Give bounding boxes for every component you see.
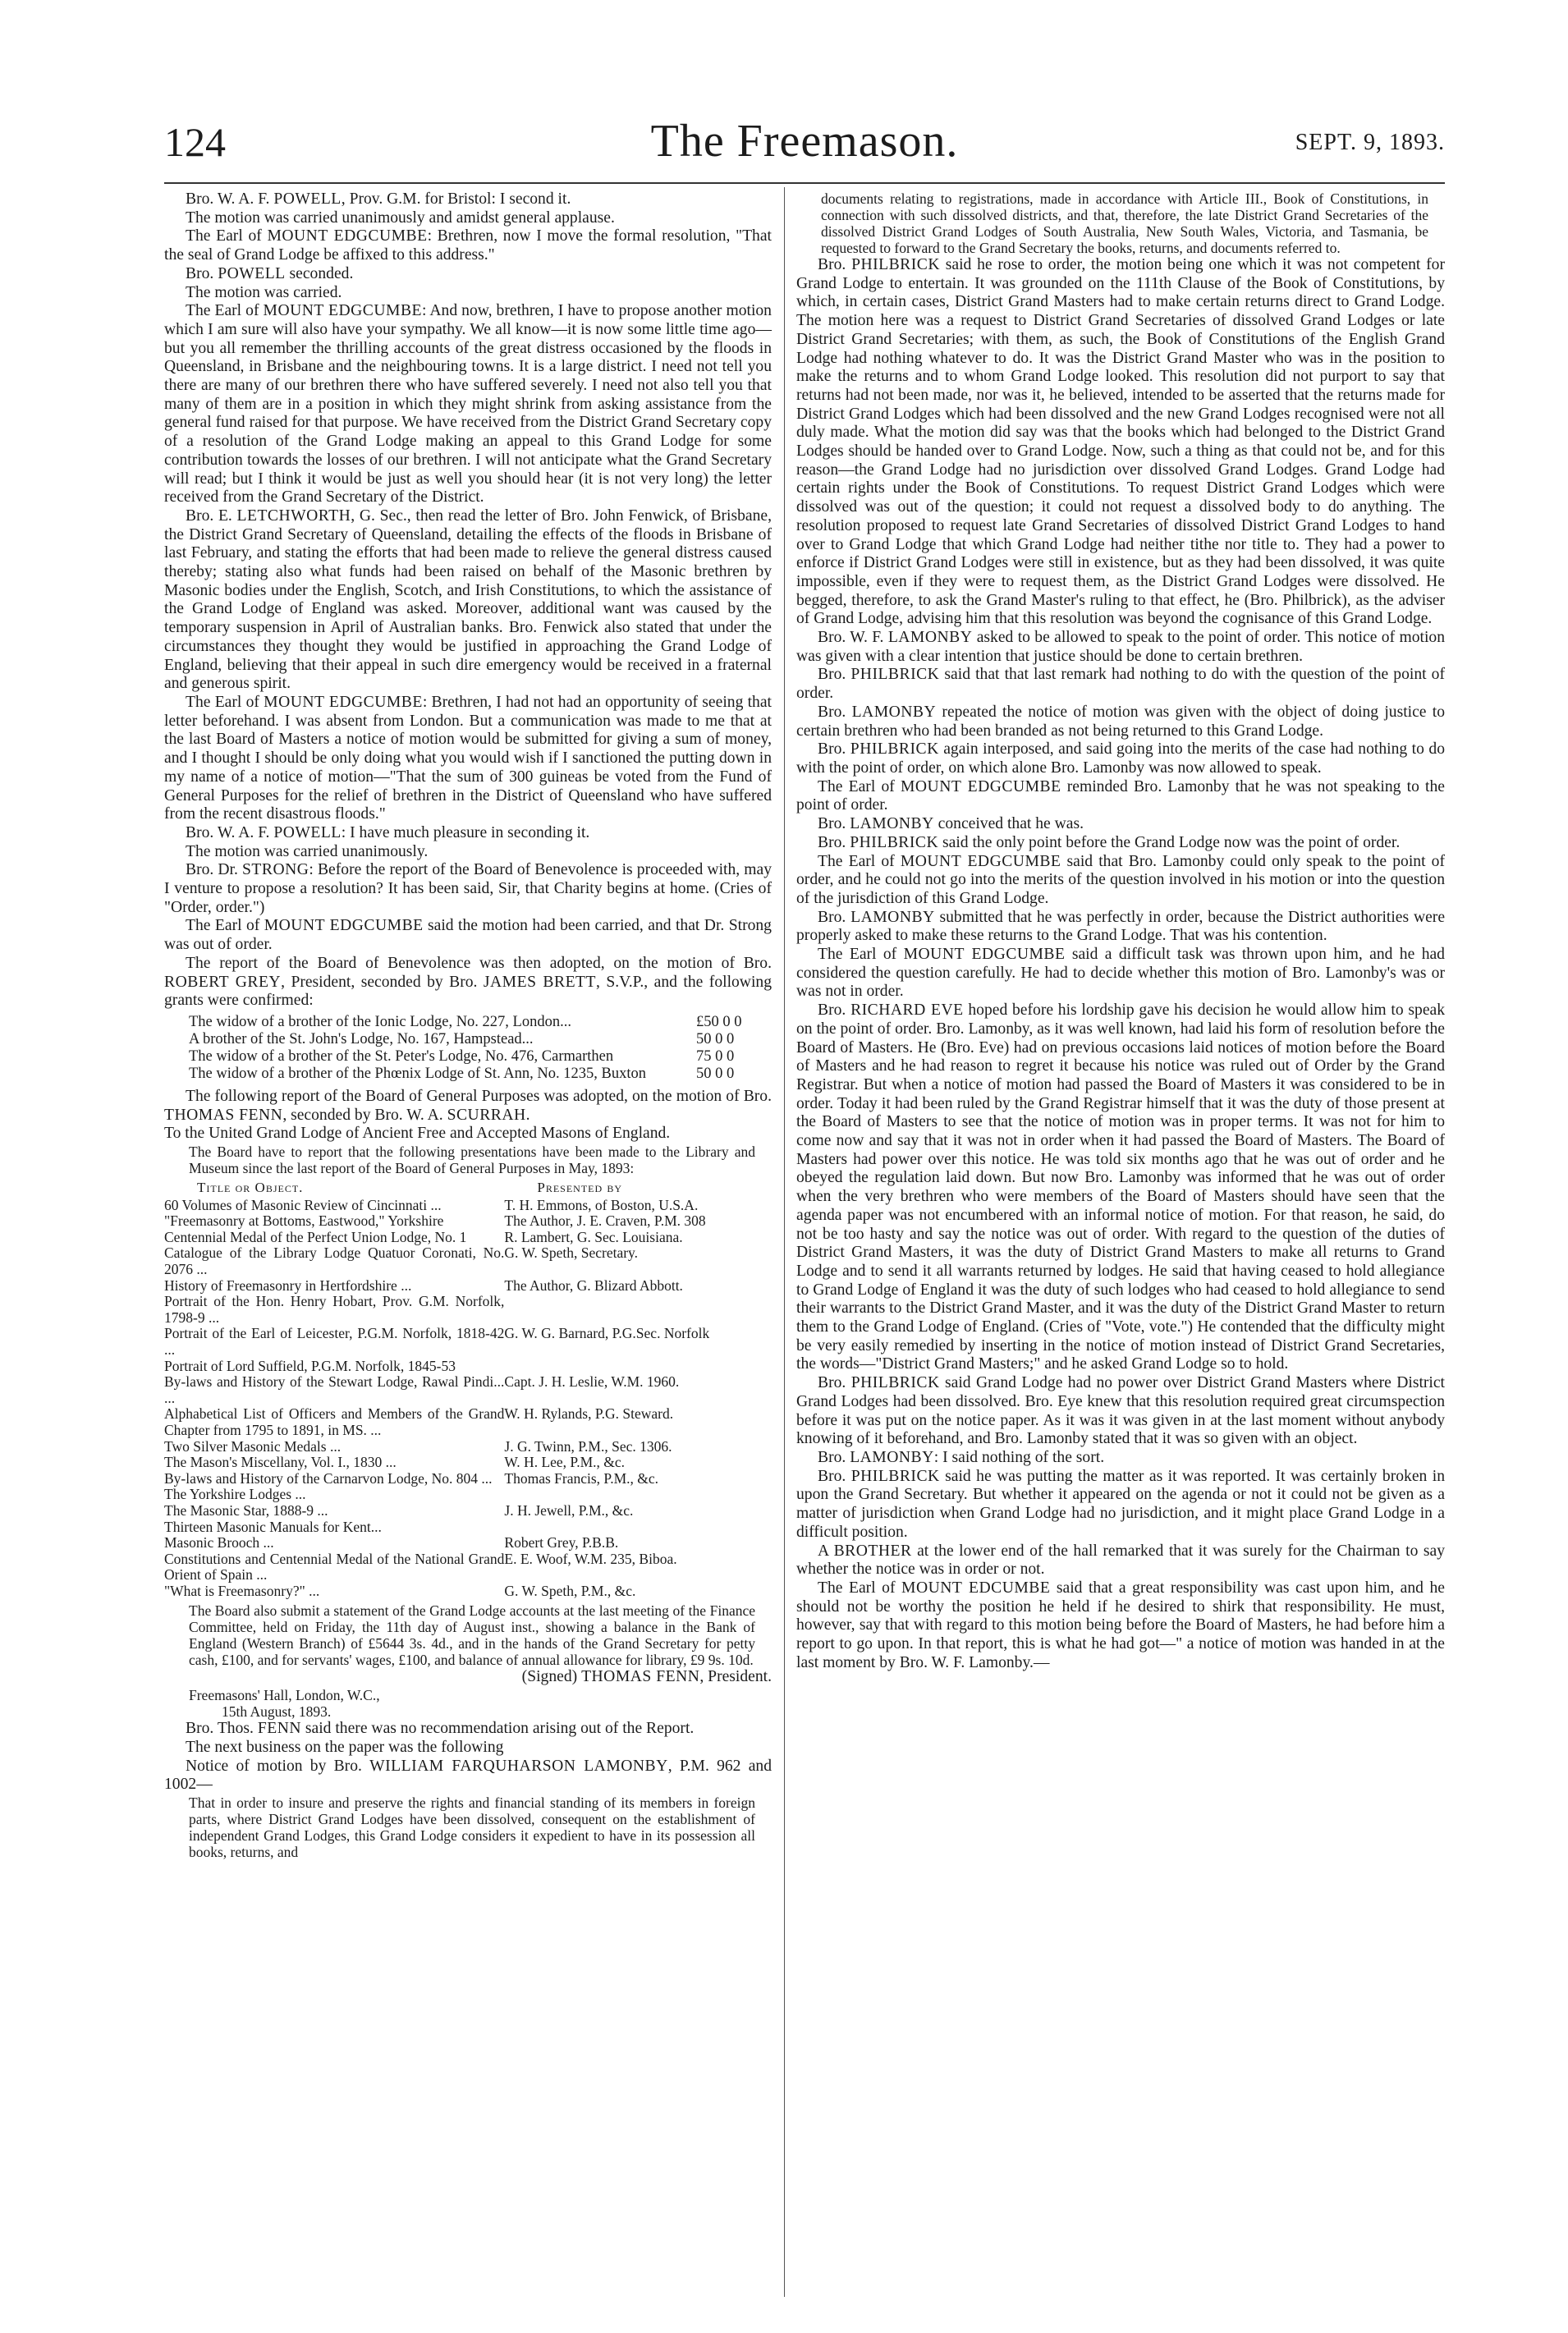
paragraph: Bro. PHILBRICK said Grand Lodge had no power over District Grand Masters where District Grand Lodges had been dissolved. Bro. Eye knew that this resolution required great circumspection before it was put on the notice paper. As it was it was given in at the last moment without anybody knowing of it beforehand, and Bro. Lamonby stated that it was so given with an object. [796,1374,1446,1448]
paragraph: The report of the Board of Benevolence was then adopted, on the motion of Bro. ROBERT GREY, President, seconded by Bro. JAMES BRETT, S.V.P., and the following grants were confirmed: [164,954,772,1010]
paragraph: Bro. PHILBRICK said he rose to order, the motion being one which it was not competent for Grand Lodge to entertain. It was grounded on the 111th Clause of the Book of Constitutions, by which, in certain cases, District Grand Masters had to make certain returns direct to Grand Lodge. The motion here was a request to District Grand Secretaries of dissolved Grand Lodges or late District Grand Secretaries; with them, as such, the Book of Constitutions of the English Grand Lodge had nothing whatever to do. It was the District Grand Master who was in the position to make the returns and to whom Grand Lodge looked. This resolution did not purport to say that returns had not been made, nor was it, he believed, intended to be asserted that the returns made for District Grand Lodges which had been dissolved and the new Grand Lodges recognised were not all duly made. What the motion did say was that the books which had belonged to the District Grand Lodges should be handed over to Grand Lodge. Now, such a thing as that could not be, and for this reason—the Grand Lodge had no jurisdiction over dissolved Grand Lodges. Grand Lodge had certain rights under the Book of Constitutions. To request District Grand Lodges which were dissolved was out of the question; it could not request a dissolved body to do anything. The resolution proposed to request late Grand Secretaries of dissolved District Grand Lodges to hand over to Grand Lodge that which Grand Lodge had neither tithe nor title to. They had a power to enforce if District Grand Lodges were still in existence, but as they had been dissolved, it was quite impossible, even if they were to request them, as the District Grand Lodges were dissolved. He begged, therefore, to ask the Grand Master's ruling to that effect, he (Bro. Philbrick), as the adviser of Grand Lodge, advising him that this resolution was beyond the cognisance of this Grand Lodge. [796,256,1445,628]
table-row: Masonic Brooch ... Robert Grey, P.B.B. [164,1534,619,1552]
table-row: Portrait of Lord Suffield, P.G.M. Norfolk, 1845-53 [164,1357,456,1374]
paragraph: The motion was carried. [186,283,342,301]
paragraph: Bro. POWELL seconded. [186,264,354,282]
paragraph: The Earl of MOUNT EDGCUMBE: Brethren, I had not had an opportunity of seeing that letter beforehand. I was absent from London. But a communication was made to me that at the last Board of Masters a notice of motion would be submitted for giving a sum of money, and I thought I should be only doing what you would wish if I sanctioned the putting down in my name of a notice of motion—"That the sum of 300 guineas be voted from the Fund of General Purposes for the relief of brethren in the District of Queensland who have suffered from the recent disastrous floods." [164,693,772,823]
table-row: The Mason's Miscellany, Vol. I., 1830 ... W. H. Lee, P.M., &c. [164,1454,626,1471]
table-row: The widow of a brother of the Ionic Lodge, No. 227, London... £50 0 0 [189,1013,742,1030]
table-row: Portrait of the Hon. Henry Hobart, Prov. G.M. Norfolk, 1798-9 ... [164,1293,505,1326]
paragraph: The Earl of MOUNT EDGCUMBE reminded Bro. Lamonby that he was not speaking to the point of order. [796,777,1445,814]
paragraph: Bro. PHILBRICK said he was putting the matter as it was reported. It was certainly broken in upon the Grand Secretary. But whether it appeared on the agenda or not it could not be given as a matter of jurisdiction when Grand Lodge had no jurisdiction, and it might place Grand Lodge in a difficult position. [796,1467,1446,1541]
table-row: "Freemasonry at Bottoms, Eastwood," Yorkshire The Author, J. E. Craven, P.M. 308 [164,1212,706,1230]
paragraph: Bro. LAMONBY: I said nothing of the sort. [818,1449,1105,1466]
paragraph: The following report of the Board of General Purposes was adopted, on the motion of Bro. THOMAS FENN, seconded by Bro. W. A. SCURRAH. [164,1087,772,1124]
table-row: Two Silver Masonic Medals ... J. G. Twinn, P.M., Sec. 1306. [164,1437,672,1455]
right-column [796,190,1445,1672]
address-line: To the United Grand Lodge of Ancient Free and Accepted Masons of England. [164,1125,671,1143]
table-row: Thirteen Masonic Manuals for Kent... [164,1518,382,1535]
paragraph: The Earl of MOUNT EDGCUMBE said the motion had been carried, and that Dr. Strong was out of order. [164,917,772,954]
grants-table [164,1014,772,1083]
paragraph: Bro. RICHARD EVE hoped before his lordship gave his decision he would allow him to speak on the point of order. Bro. Lamonby, as it was well known, had laid his form of resolution before the Board of Masters. He (Bro. Eve) had on previous occasions laid notices of motion before the Board of Masters and he had reason to regret it because his notice was ruled out of Order by the Grand Registrar. But when a notice of motion had passed the Board of Masters it was considered to be in order. Today it had been ruled by the Grand Registrar himself that it was the duty of those present at the Board of Masters to see that the notice of motion was in proper terms. It was not for him to come now and say that it was not in order when it had passed the Board of Masters. The Board of Masters had power over this notice. He was told six months ago that he was out of order and he obeyed the regulation laid down. But now Bro. Lamonby was informed that he was out of order when the very brethren who were members of the Board of Masters should have seen that the agenda paper was not encumbered with an informal notice of motion. For that reason, he said, do not be too hasty and say the notice was out of order. With regard to the question of the duties of District Grand Masters, it was the duty of District Grand Masters to make all returns to Grand Lodge and to send it all warrants returned by lodges. He said that having ceased to hold allegiance to Grand Lodge of England it was the duty of such lodges who had ceased to hold allegiance to send their warrants to the District Grand Master, and it was the duty of the District Grand Master to return them to the Grand Lodge of England. (Cries of "Vote, vote.") He contended that the difficulty might be very easily remedied by inserting in the notice of motion instead of District Grand Secretaries, the words—"District Grand Masters;" and he asked Grand Lodge so to hold. [796,1001,1446,1373]
masthead [164,115,1445,179]
table-row: Constitutions and Centennial Medal of the National Grand Orient of Spain ... E. E. Woof, W.M. 235, Biboa. [164,1550,677,1584]
paragraph: Bro. E. LETCHWORTH, G. Sec., then read the letter of Bro. John Fenwick, of Brisbane, the District Grand Secretary of Queensland, detailing the effects of the floods in Brisbane of last February, and stating the efforts that had been made to relieve the general distress caused thereby; stating also what funds had been raised on behalf of the Masonic brethren by Masonic bodies under the English, Scotch, and Irish Constitutions, to which the assistance of the Grand Lodge of England was asked. Moreover, additional want was caused by the temporary suspension in April of Australian banks. Bro. Fenwick also stated that under the circumstances they thought they would be justified in approaching the Grand Lodge of England, believing that their appeal in such dire emergency would be received in a fraternal and generous spirit. [164,506,772,693]
place-date: 15th August, 1893. [222,1703,332,1721]
accounts-statement: The Board also submit a statement of the Grand Lodge accounts at the last meeting of the Finance Committee, held on Friday, the 11th day of August inst., showing a balance in the Bank of England (Western Branch) of £5644 3s. 4d., and in the hands of the Grand Secretary for petty cash, £100, and for servants' wages, £100, and balance of annual allowance for library, £9 9s. 10d. [189,1602,755,1669]
table-row: "What is Freemasonry?" ... G. W. Speth, P.M., &c. [164,1582,636,1599]
table-row: 60 Volumes of Masonic Review of Cincinnati ... T. H. Emmons, of Boston, U.S.A. [164,1196,699,1213]
table-row: By-laws and History of the Carnarvon Lodge, No. 804 ... Thomas Francis, P.M., &c. [164,1469,659,1487]
table-row: Centennial Medal of the Perfect Union Lodge, No. 1 R. Lambert, G. Sec. Louisiana. [164,1228,683,1245]
paragraph: Bro. W. A. F. POWELL: I have much pleasure in seconding it. [186,823,590,841]
board-report: The Board have to report that the following presentations have been made to the Library and Museum since the last report of the Board of General Purposes in May, 1893: [189,1144,755,1177]
paragraph: The Earl of MOUNT EDCUMBE said that a great responsibility was cast upon him, and he should not be worthy the position he held if he desired to shirk that responsibility. He must, however, say that with regard to this motion being before the Board of Masters, he had before him a report to go upon. In that report, this is what he had got—" a notice of motion was handed in at the last moment by Bro. W. F. Lamonby.— [796,1579,1445,1671]
paragraph: Notice of motion by Bro. WILLIAM FARQUHARSON LAMONBY, P.M. 962 and 1002— [164,1757,773,1794]
motion-text-continued: documents relating to registrations, made in accordance with Article III., Book of Constitutions, in connection with such dissolved districts, and that, therefore, the late District Grand Secretaries of the dissolved District Grand Lodges of South Australia, New South Wales, Victoria, and Tasmania, be requested to forward to the Grand Secretary the books, returns, and documents referred to. [821,190,1428,256]
paragraph: A BROTHER at the lower end of the hall remarked that it was surely for the Chairman to say whether the notice was in order or not. [796,1542,1445,1579]
page-number: 124 [164,119,226,165]
paragraph: The Earl of MOUNT EDGCUMBE: And now, brethren, I have to propose another motion which I am sure will also have your sympathy. We all know—it is now some little time ago—but you all remember the thrilling accounts of the great distress occasioned by the floods in Queensland, in Brisbane and the neighbouring towns. It is a large district. I need not tell you there are many of our brethren there who have suffered severely. I need not also tell you that many of them are in a position in which they might shrink from asking assistance from the general fund raised for that purpose. We have received from the District Grand Secretary copy of a resolution of the Grand Lodge making an appeal to this Grand Lodge for some contribution towards the losses of our brethren. I will not anticipate what the Grand Secretary will read; but I think it would be just as well you should hear (it is not very long) the letter received from the Grand Secretary of the District. [164,302,772,506]
left-column [164,190,772,1860]
paragraph: Bro. PHILBRICK said that that last remark had nothing to do with the question of the point of order. [796,666,1445,703]
paragraph: The next business on the paper was the following [186,1738,504,1756]
table-row: A brother of the St. John's Lodge, No. 167, Hampstead... 50 0 0 [189,1030,735,1047]
table-header: Title or Object. Presented by [197,1180,623,1196]
table-row: The Yorkshire Lodges ... [164,1486,306,1503]
paragraph: Bro. LAMONBY repeated the notice of motion was given with the object of doing justice to certain brethren who had been branded as not being returned to this Grand Lodge. [796,703,1446,740]
newspaper-title: The Freemason. [650,116,959,167]
table-row: By-laws and History of the Stewart Lodge, Rawal Pindi... ... Capt. J. H. Leslie, W.M. 1960. [164,1373,680,1406]
paragraph: The Earl of MOUNT EDGCUMBE: Brethren, now I move the formal resolution, "That the seal of Grand Lodge be affixed to this address." [164,227,772,264]
paragraph: Bro. W. F. LAMONBY asked to be allowed to speak to the point of order. This notice of motion was given with a clear intention that justice should be done to certain brethren. [796,629,1445,665]
paragraph: The Earl of MOUNT EDGCUMBE said a difficult task was thrown upon him, and he had considered the question carefully. He had to decide whether this motion of Bro. Lamonby's was or was not in order. [796,946,1445,1001]
paragraph: Bro. PHILBRICK said the only point before the Grand Lodge now was the point of order. [818,833,1401,851]
table-row: Alphabetical List of Officers and Members of the Grand Chapter from 1795 to 1891, in MS. ... W. H. Rylands, P.G. Steward. [164,1405,674,1438]
paragraph: Bro. W. A. F. POWELL, Prov. G.M. for Bristol: I second it. [186,190,571,208]
paragraph: The motion was carried unanimously and amidst general applause. [186,209,615,227]
header-rule [164,182,1445,184]
paragraph: Bro. LAMONBY submitted that he was perfectly in order, because the District authorities were properly asked to make these returns to the Grand Lodge. That was his contention. [796,908,1446,945]
paragraph: Bro. Thos. FENN said there was no recommendation arising out of the Report. [186,1720,695,1738]
issue-date: SEPT. 9, 1893. [1295,130,1445,155]
table-row: Catalogue of the Library Lodge Quatuor Coronati, No. 2076 ... G. W. Speth, Secretary. [164,1244,639,1278]
paragraph: The motion was carried unanimously. [186,842,429,860]
signature-line: (Signed) THOMAS FENN, President. [521,1668,772,1686]
table-row: Portrait of the Earl of Leicester, P.G.M. Norfolk, 1818-42 ... G. W. G. Barnard, P.G.Sec. Norfolk [164,1325,710,1358]
table-row: The widow of a brother of the Phœnix Lodge of St. Ann, No. 1235, Buxton 50 0 0 [189,1065,735,1082]
table-row: History of Freemasonry in Hertfordshire ... The Author, G. Blizard Abbott. [164,1277,683,1294]
place-line: Freemasons' Hall, London, W.C., [189,1687,380,1704]
paragraph: The Earl of MOUNT EDGCUMBE said that Bro. Lamonby could only speak to the point of order, and he could not go into the merits of the question involved in his motion or into the question of the jurisdiction of this Grand Lodge. [796,852,1445,907]
column-rule [784,187,785,2297]
presentations-table [164,1180,772,1599]
paragraph: Bro. LAMONBY conceived that he was. [818,815,1084,833]
table-row: The Masonic Star, 1888-9 ... J. H. Jewell, P.M., &c. [164,1501,634,1519]
paragraph: Bro. PHILBRICK again interposed, and said going into the merits of the case had nothing to do with the point of order, on which alone Bro. Lamonby was now allowed to speak. [796,740,1446,777]
paragraph: Bro. Dr. STRONG: Before the report of the Board of Benevolence is proceeded with, may I venture to propose a resolution? It has been said, Sir, that Charity begins at home. (Cries of "Order, order.") [164,861,772,916]
motion-text: That in order to insure and preserve the rights and financial standing of its members in foreign parts, where District Grand Lodges have been dissolved, consequent on the establishment of independent Grand Lodges, this Grand Lodge considers it expedient to have in its possession all books, returns, and [189,1794,755,1860]
table-row: The widow of a brother of the St. Peter's Lodge, No. 476, Carmarthen 75 0 0 [189,1047,735,1065]
